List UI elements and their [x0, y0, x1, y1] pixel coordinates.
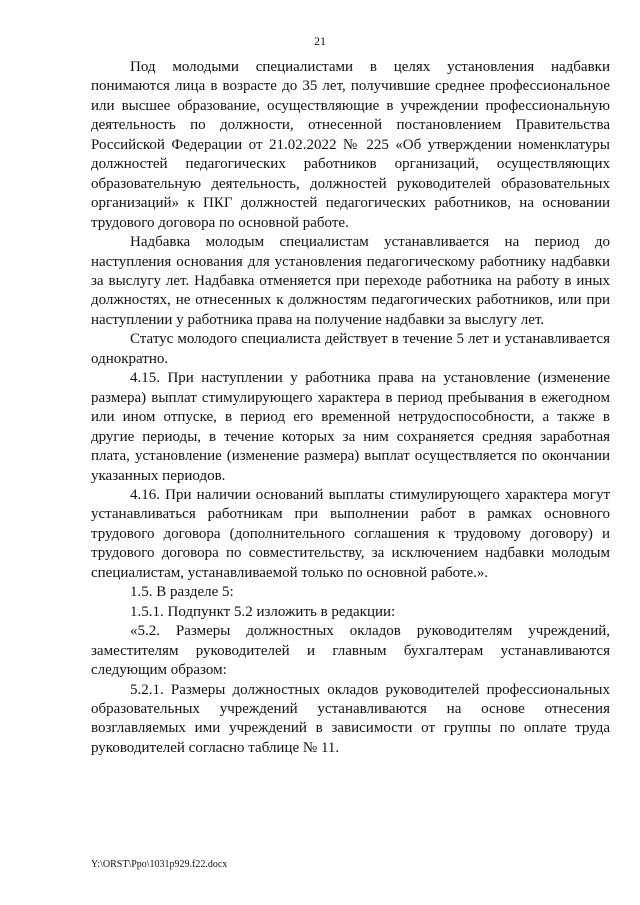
paragraph-1-5: 1.5. В разделе 5: [130, 584, 234, 601]
paragraph-4-16: 4.16. При наличии оснований выплаты стимулирующего характера могут устанавливаться работникам при выполнении работ в рамках основного трудового договора (дополнительного соглашения к трудовому договору) и трудового договора по совместительству, за исключением надбавки молодым специалистам, устанавливаемой только по основной работе.». [91, 486, 610, 581]
document-body [91, 58, 610, 758]
paragraph-status-duration: Статус молодого специалиста действует в течение 5 лет и устанавливается однократно. [91, 331, 610, 367]
paragraph-5-2-1: 5.2.1. Размеры должностных окладов руководителей профессиональных образовательных учреждений устанавливаются на основе отнесения возглавляемых ими учреждений в зависимости от группы по оплате труда руководителей согласно таблице № 11. [91, 681, 610, 756]
paragraph-1-5-1: 1.5.1. Подпункт 5.2 изложить в редакции: [130, 603, 396, 620]
page-number: 21 [314, 34, 326, 48]
paragraph-young-specialists-definition: Под молодыми специалистами в целях установления надбавки понимаются лица в возрасте до 35 лет, получившие среднее профессиональное или высшее образование, осуществляющие в учреждении профессиональную деятельность по должности, отнесенной постановлением Правительства Российской Федерации от 21.02.2022 № 225 «Об утверждении номенклатуры должностей педагогических работников организаций, осуществляющих образовательную деятельность, должностей руководителей образовательных организаций» к ПКГ должностей педагогических работников, на основании трудового договора по основной работе. [91, 59, 610, 231]
footer-file-path: Y:\ORST\Ppo\1031p929.f22.docx [91, 859, 228, 870]
paragraph-allowance-period: Надбавка молодым специалистам устанавливается на период до наступления основания для установления педагогическому работнику надбавки за выслугу лет. Надбавка отменяется при переходе работника на работу в иных должностях, не отнесенных к должностям педагогических работников, или при наступлении у работника права на получение надбавки за выслугу лет. [91, 234, 610, 328]
paragraph-4-15: 4.15. При наступлении у работника права на установление (изменение размера) выплат стимулирующего характера в период пребывания в ежегодном или ином отпуске, в период его временной нетрудоспособности, а также в другие периоды, в течение которых за ним сохраняется средняя заработная плата, установление (изменение размера) выплат осуществляется по окончании указанных периодов. [91, 370, 610, 484]
paragraph-5-2: «5.2. Размеры должностных окладов руководителям учреждений, заместителям руководителей и главным бухгалтерам устанавливаются следующим образом: [91, 623, 610, 679]
